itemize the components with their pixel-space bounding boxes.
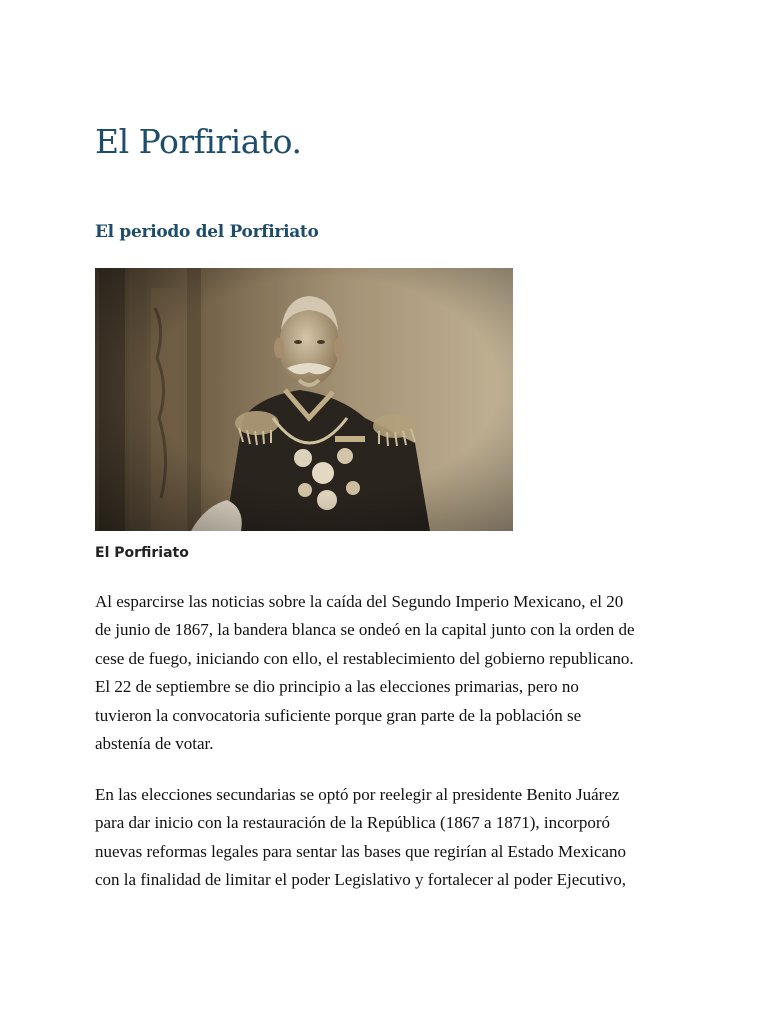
paragraph-line: nuevas reformas legales para sentar las bases que regirían al Estado Mexicano [95, 841, 627, 861]
paragraph-line: cese de fuego, iniciando con ello, el restablecimiento del gobierno republicano. [95, 648, 634, 668]
paragraph-line: Al esparcirse las noticias sobre la caída del Segundo Imperio Mexicano, el 20 [95, 592, 624, 611]
paragraph-line: El 22 de septiembre se dio principio a las elecciones primarias, pero no [95, 677, 579, 697]
section-heading: El periodo del Porfiriato [95, 222, 319, 242]
body-paragraph-1 [95, 588, 685, 758]
paragraph-line: tuvieron la convocatoria suficiente porque gran parte de la población se [95, 705, 582, 725]
paragraph-line: para dar inicio con la restauración de la República (1867 a 1871), incorporó [95, 813, 610, 833]
paragraph-line: con la finalidad de limitar el poder Legislativo y fortalecer al poder Ejecutivo, [95, 870, 627, 890]
paragraph-line: abstenía de votar. [95, 734, 214, 754]
paragraph-line: de junio de 1867, la bandera blanca se ondeó en la capital junto con la orden de [95, 620, 635, 640]
figure-caption: El Porfiriato [95, 545, 189, 561]
portrait-photo [95, 268, 513, 531]
paragraph-line: En las elecciones secundarias se optó por reelegir al presidente Benito Juárez [95, 785, 620, 804]
page-title: El Porfiriato. [95, 122, 302, 161]
body-paragraph-2 [95, 781, 685, 895]
